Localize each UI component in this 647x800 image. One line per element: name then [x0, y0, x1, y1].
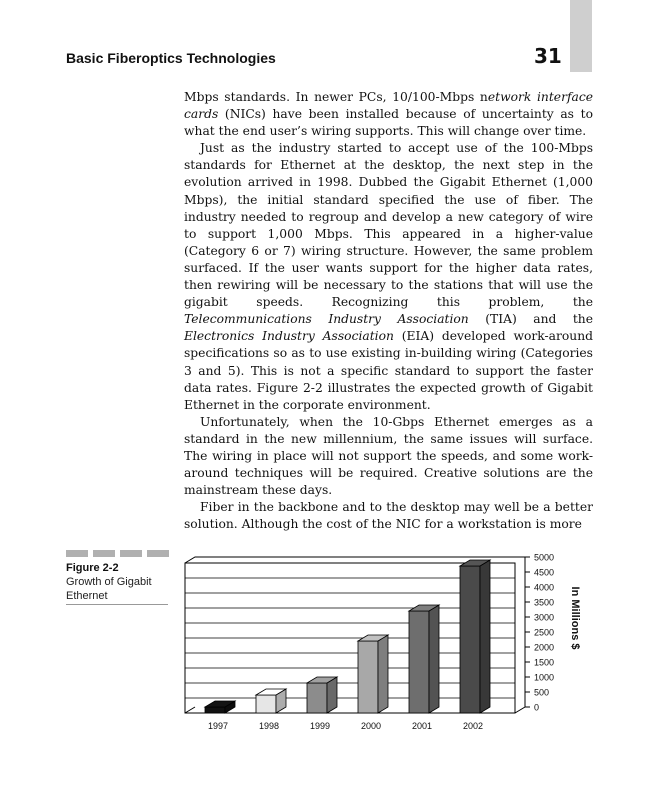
paragraph-2: Just as the industry started to accept use of the 100-Mbps standards for Ethernet at the desktop, the next step in the evolution arrived in 1998. Dubbed the Gigabit Ethernet (1,000 Mbps), the initial standard specified the use of fiber. The industry needed to regroup and develop a new category of wire to support 1,000 Mbps. This appeared in a higher-value (Category 6 or 7) wiring structure. However, the same problem surfaced. If the user wants support for the higher data rates, then rewiring will be necessary to the stations that will use the gigabit speeds. Recognizing this problem, the Telecommunications Industry Association (TIA) and the Electronics Industry Association (EIA) developed work-around specifications so as to use existing in-building wiring (Categories 3 and 5). This is not a specific standard to support the faster data rates. Figure 2-2 illustrates the expected growth of Gigabit Ethernet in the corporate environment.: [184, 141, 594, 412]
y-tick-label: 1500: [534, 657, 555, 668]
y-tick-label: 5000: [534, 552, 555, 563]
paragraph-4: Fiber in the backbone and to the desktop may well be a better solution. Although the cost of the NIC for a workstation is more: [184, 500, 593, 532]
paragraph-3: Unfortunately, when the 10-Gbps Ethernet emerges as a standard in the new millennium, the same issues will surface. The wiring in place will not support the speeds, and some work-around techniques will be required. Creative solutions are the mainstream these days.: [184, 414, 593, 498]
y-tick-label: 500: [534, 687, 550, 698]
y-tick-label: 3500: [534, 597, 555, 608]
y-tick-label: 3000: [534, 612, 555, 623]
x-tick-label: 2000: [360, 721, 382, 731]
page-tab: [570, 0, 592, 72]
paragraph-1: Mbps standards. In newer PCs, 10/100-Mbps network interface cards (NICs) have been installed because of uncertainty as to what the end user’s wiring supports. This will change over time.: [184, 90, 593, 139]
y-tick-label: 2000: [534, 642, 555, 653]
running-header: Basic Fiberoptics Technologies: [66, 50, 276, 66]
body-text: [184, 89, 593, 533]
caption-rule: [66, 604, 168, 605]
y-axis-label: In Millions $: [569, 586, 581, 650]
y-tick-label: 4000: [534, 582, 555, 593]
bar-2000: [358, 641, 378, 713]
bar-1997: [205, 707, 225, 713]
bar-side-2002: [480, 560, 490, 713]
x-tick-label: 1997: [207, 721, 229, 731]
bar-1999: [307, 683, 327, 713]
chart-floor-edge: [185, 707, 195, 713]
y-tick-label: 2500: [534, 627, 555, 638]
y-tick-label: 4500: [534, 567, 555, 578]
growth-bar-chart: [170, 548, 610, 738]
x-tick-label: 2002: [462, 721, 484, 731]
bar-1998: [256, 695, 276, 713]
x-tick-label: 1998: [258, 721, 280, 731]
figure-caption: Growth of Gigabit Ethernet: [66, 576, 152, 602]
x-tick-label: 1999: [309, 721, 331, 731]
bar-2001: [409, 611, 429, 713]
figure-label: Figure 2-2: [66, 562, 119, 574]
page-number: 31: [534, 44, 562, 68]
bar-side-2000: [378, 635, 388, 713]
bar-side-2001: [429, 605, 439, 713]
y-tick-label: 0: [534, 702, 540, 713]
y-tick-label: 1000: [534, 672, 555, 683]
bar-2002: [460, 566, 480, 713]
x-tick-label: 2001: [411, 721, 433, 731]
